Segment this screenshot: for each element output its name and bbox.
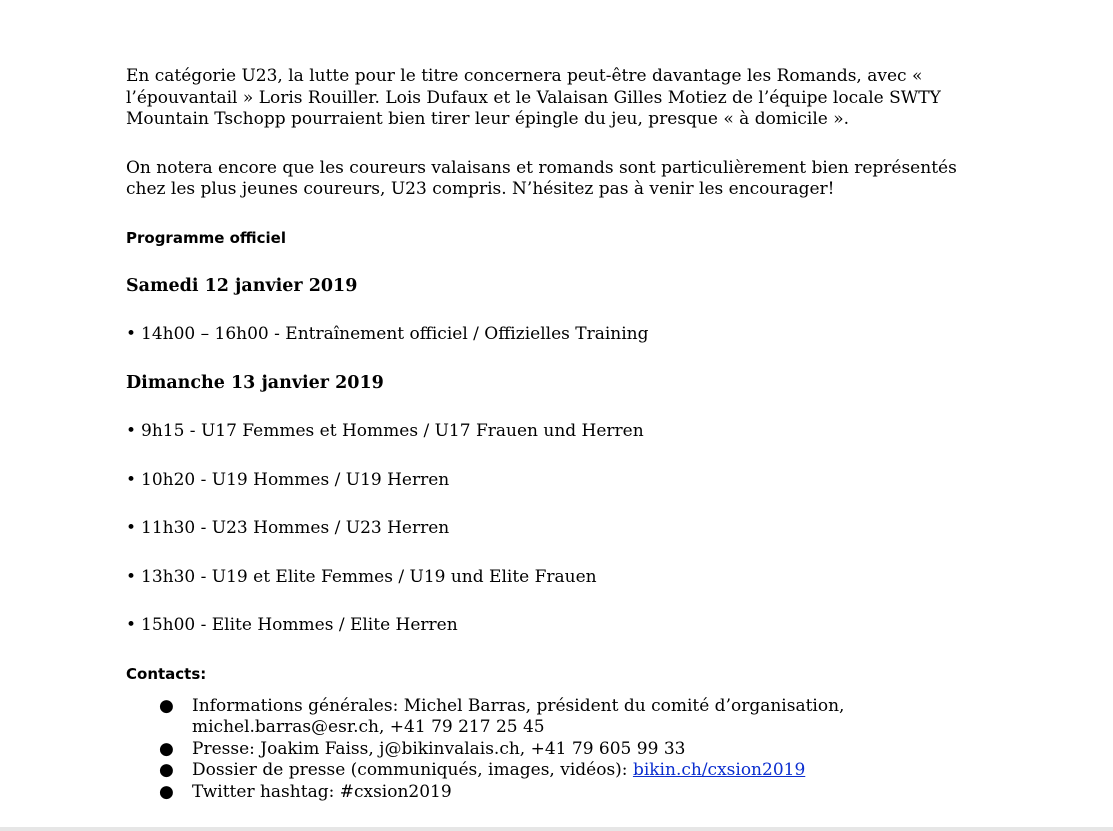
bullet-icon: • [126, 421, 137, 441]
contacts-list [126, 696, 986, 804]
schedule-item [126, 615, 986, 637]
contact-item-dossier [126, 760, 986, 782]
programme-heading: Programme officiel [126, 228, 286, 247]
schedule-item [126, 470, 986, 492]
bullet-icon: • [126, 518, 137, 538]
schedule-item-text: 10h20 - U19 Hommes / U19 Herren [141, 469, 450, 490]
dossier-link[interactable]: bikin.ch/cxsion2019 [632, 760, 806, 780]
schedule-item-text: 11h30 - U23 Hommes / U23 Herren [141, 518, 450, 538]
bullet-icon: • [126, 566, 137, 587]
contact-item-twitter [126, 782, 986, 804]
paragraph-u23: En catégorie U23, la lutte pour le titre concernera peut-être davantage les Romands, avec « l’épouvantail » Loris Rouiller. Lois Dufaux et le Valaisan Gilles Motiez de l’équipe locale SWTY Mountain Tschopp pourraient bien tirer leur épingle du jeu, presque « à domicile ». [126, 66, 941, 129]
contact-dossier-text: Dossier de presse (communiqués, images, vidéos): [192, 760, 633, 780]
schedule-item-text: 14h00 – 16h00 - Entraînement officiel / Offizielles Training [141, 323, 649, 344]
contact-item-info [126, 696, 986, 739]
schedule-item-text: 15h00 - Elite Hommes / Elite Herren [141, 615, 458, 635]
bullet-dot-icon: ● [159, 760, 174, 780]
saturday-date-heading: Samedi 12 janvier 2019 [126, 275, 358, 296]
bullet-icon: • [126, 323, 137, 344]
contact-info-text: Informations générales: Michel Barras, président du comité d’organisation, michel.barras@esr.ch, +41 79 217 25 45 [192, 695, 845, 737]
schedule-item-text: 13h30 - U19 et Elite Femmes / U19 und Elite Frauen [141, 566, 597, 587]
document-page [126, 66, 986, 803]
bullet-dot-icon: ● [159, 738, 174, 759]
bullet-dot-icon: ● [159, 781, 174, 802]
schedule-item-text: 9h15 - U17 Femmes et Hommes / U17 Frauen und Herren [141, 421, 644, 441]
bullet-icon: • [126, 615, 137, 635]
contact-twitter-text: Twitter hashtag: #cxsion2019 [192, 781, 452, 802]
schedule-item [126, 518, 986, 540]
sunday-date-heading: Dimanche 13 janvier 2019 [126, 373, 384, 393]
contacts-heading: Contacts: [126, 664, 207, 683]
schedule-item [126, 567, 986, 589]
schedule-item [126, 324, 986, 346]
bullet-icon: • [126, 469, 137, 490]
page-bottom-edge [0, 827, 1113, 831]
contact-press-text: Presse: Joakim Faiss, j@bikinvalais.ch, +41 79 605 99 33 [192, 738, 686, 759]
schedule-item [126, 421, 986, 443]
bullet-dot-icon: ● [159, 695, 174, 716]
paragraph-young-riders: On notera encore que les coureurs valaisans et romands sont particulièrement bien représentés chez les plus jeunes coureurs, U23 compris. N’hésitez pas à venir les encourager! [126, 157, 957, 199]
contact-item-press [126, 739, 986, 761]
